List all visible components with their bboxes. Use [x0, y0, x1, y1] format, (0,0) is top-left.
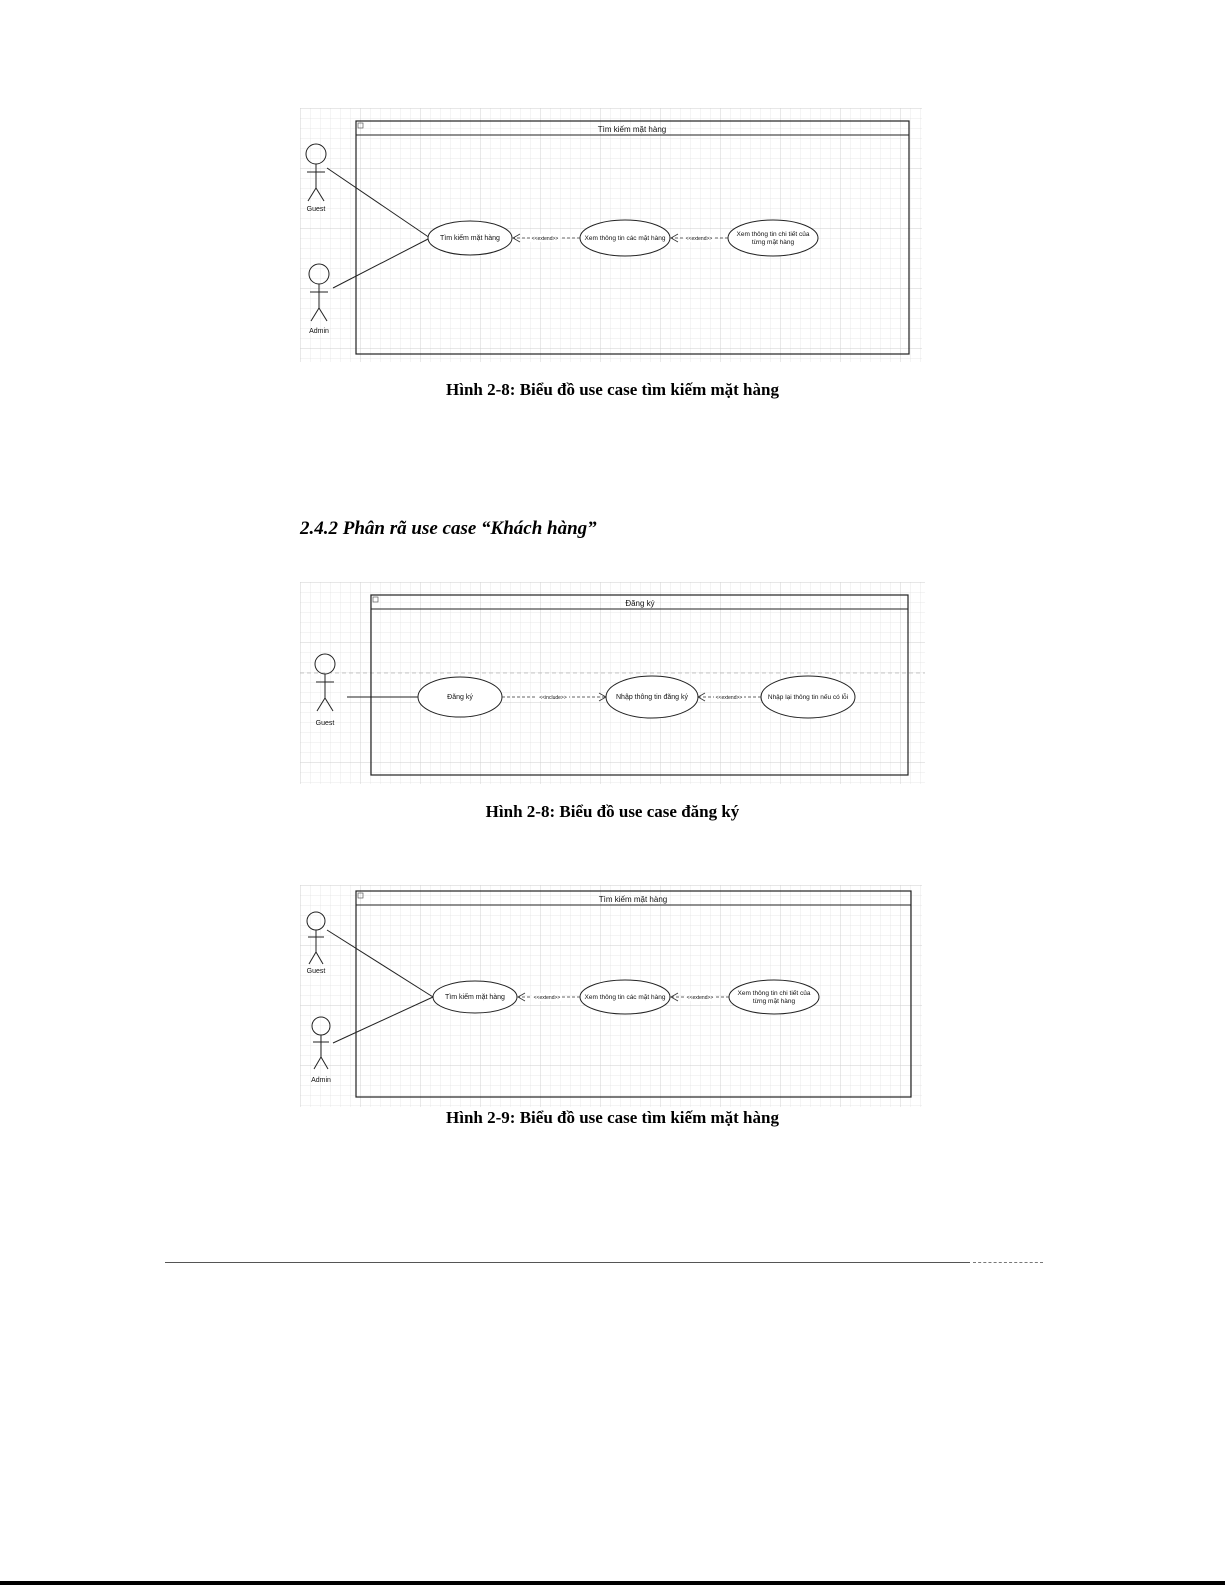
usecase-view-items-label: Xem thông tin các mặt hàng [584, 994, 666, 1001]
usecase-reenter-info-label: Nhập lại thông tin nếu có lỗi [767, 694, 849, 701]
footer-dash [973, 1262, 1043, 1263]
relation-extend-2: <<extend>> [686, 995, 714, 1001]
relation-include: <<include>> [539, 695, 567, 701]
relation-extend-2: <<extend>> [685, 236, 713, 242]
usecase-search-label: Tìm kiếm mặt hàng [440, 235, 500, 242]
figure-register [300, 582, 925, 784]
actor-label-admin: Admin [309, 328, 329, 335]
relation-extend-1: <<extend>> [531, 236, 559, 242]
page-bottom-edge [0, 1581, 1225, 1585]
usecase-view-detail-label-2: từng mặt hàng [751, 239, 795, 246]
usecase-view-detail-label-1: Xem thông tin chi tiết của [736, 231, 810, 238]
usecase-register-label: Đăng ký [447, 694, 473, 701]
figure-caption-1: Hình 2-8: Biểu đồ use case tìm kiếm mặt hàng [446, 380, 779, 399]
footer-rule [165, 1262, 970, 1263]
figure-search-items-2 [300, 885, 922, 1107]
relation-extend-1: <<extend>> [533, 995, 561, 1001]
figure-caption-3: Hình 2-9: Biểu đồ use case tìm kiếm mặt hàng [446, 1108, 779, 1127]
actor-label-guest: Guest [306, 968, 326, 975]
usecase-view-detail-label-2: từng mặt hàng [752, 998, 796, 1005]
usecase-enter-info-label: Nhập thông tin đăng ký [616, 694, 688, 701]
actor-label-guest: Guest [315, 720, 335, 727]
figure-search-items-1 [300, 108, 922, 362]
actor-label-guest: Guest [306, 206, 326, 213]
usecase-view-detail-label-1: Xem thông tin chi tiết của [737, 990, 811, 997]
figure-caption-2: Hình 2-8: Biểu đồ use case đăng ký [485, 802, 740, 821]
section-heading: 2.4.2 Phân rã use case “Khách hàng” [300, 518, 597, 539]
system-title: Đăng ký [625, 599, 655, 608]
usecase-view-detail [728, 220, 818, 256]
actor-label-admin: Admin [311, 1077, 331, 1084]
relation-extend: <<extend>> [715, 695, 743, 701]
usecase-search-label: Tìm kiếm mặt hàng [445, 994, 505, 1001]
usecase-view-detail [729, 980, 819, 1014]
system-title: Tìm kiếm mặt hàng [598, 895, 668, 904]
system-title: Tìm kiếm mặt hàng [597, 125, 667, 134]
usecase-view-items-label: Xem thông tin các mặt hàng [584, 235, 666, 242]
